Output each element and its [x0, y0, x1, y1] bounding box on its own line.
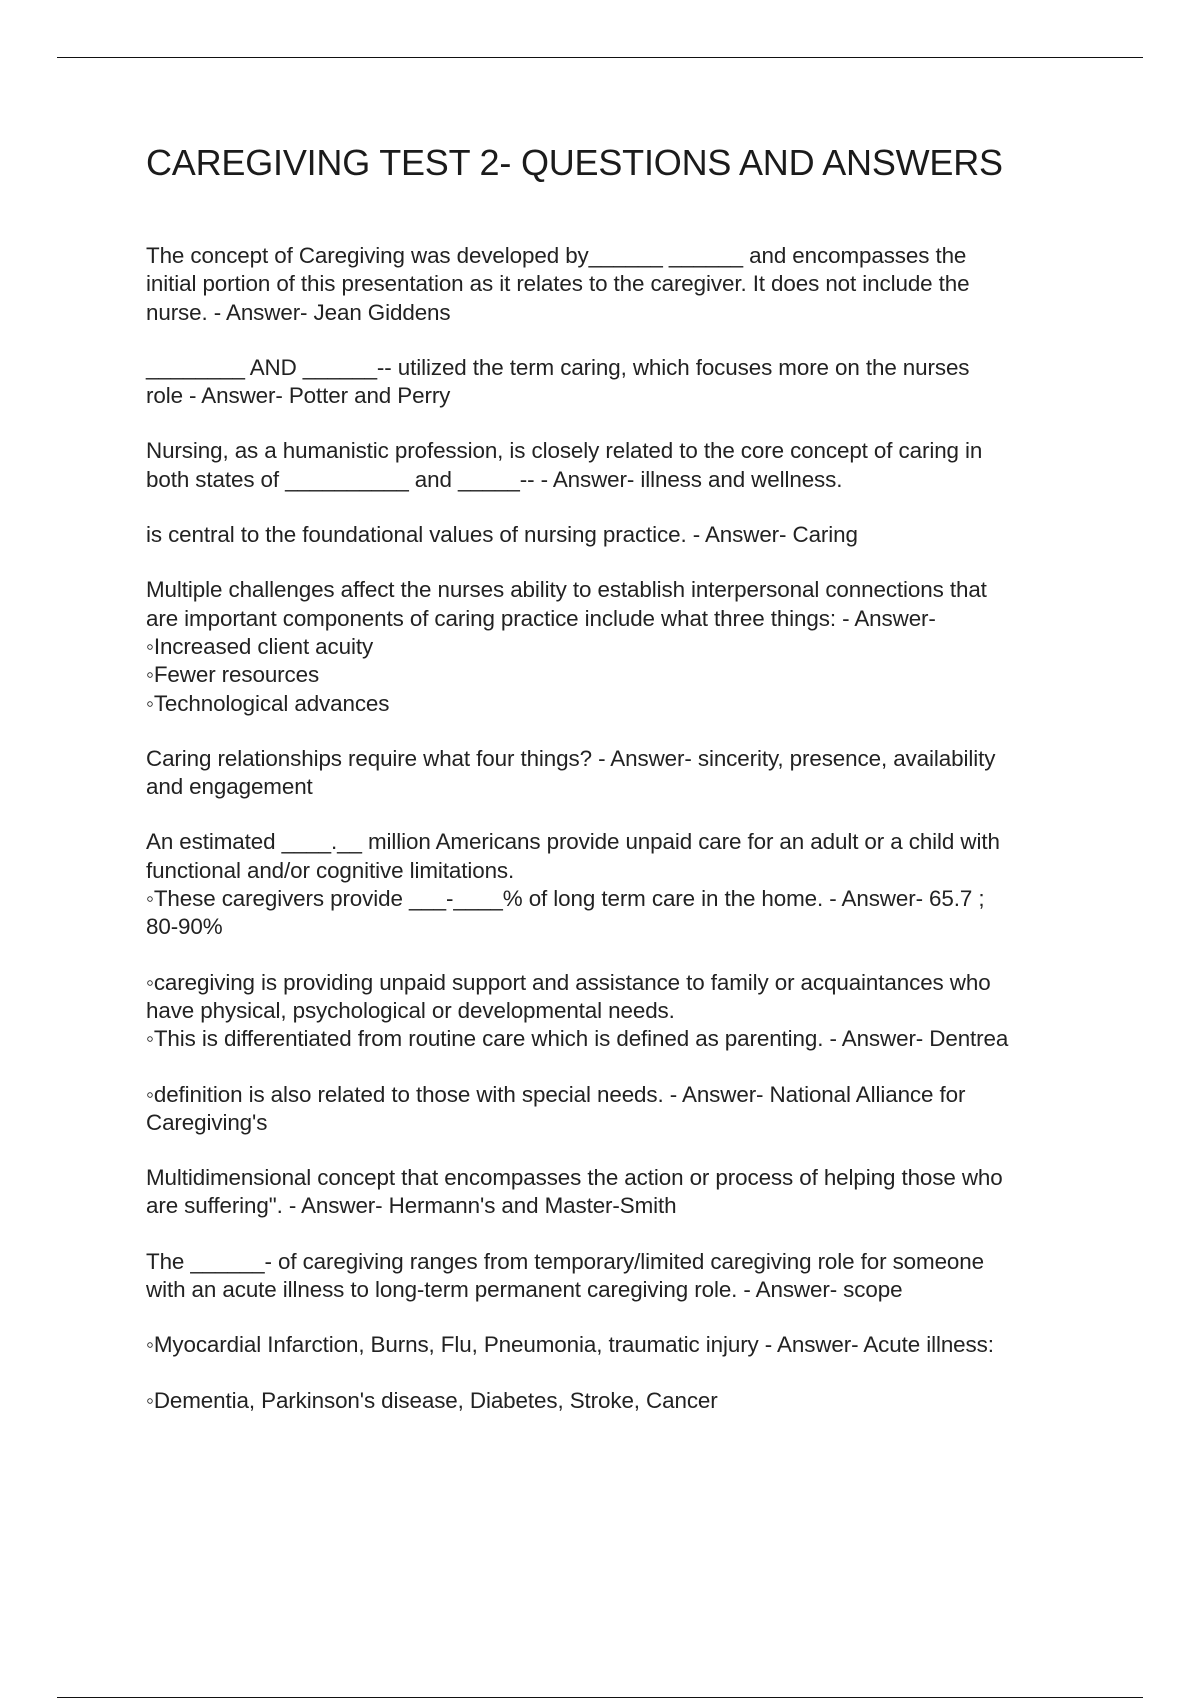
qa-item [146, 576, 1106, 717]
qa-item [146, 745, 1106, 802]
qa-item [146, 1081, 1106, 1138]
qa-bullet-line: ◦Fewer resources [146, 662, 320, 688]
qa-line: The concept of Caregiving was developed by______ ______ and encompasses the [146, 243, 967, 268]
qa-line: and engagement [146, 774, 313, 800]
qa-line: is central to the foundational values of nursing practice. - Answer- Caring [146, 522, 858, 548]
qa-line: The ______- of caregiving ranges from temporary/limited caregiving role for someone [146, 1248, 984, 1274]
qa-item [146, 437, 1106, 494]
qa-line: Caring relationships require what four things? - Answer- sincerity, presence, availability [146, 745, 996, 771]
qa-line: are suffering". - Answer- Hermann's and Master-Smith [146, 1193, 677, 1219]
qa-item [146, 1387, 1106, 1415]
qa-line: are important components of caring practice include what three things: - Answer- [146, 605, 936, 631]
qa-list [146, 242, 1106, 1442]
qa-line: both states of __________ and _____-- - Answer- illness and wellness. [146, 466, 843, 492]
qa-item [146, 969, 1106, 1054]
qa-item [146, 1331, 1106, 1359]
qa-item [146, 1248, 1106, 1305]
qa-line: with an acute illness to long-term permanent caregiving role. - Answer- scope [146, 1277, 903, 1303]
qa-line: have physical, psychological or developmental needs. [146, 997, 675, 1023]
qa-line: initial portion of this presentation as it relates to the caregiver. It does not include the [146, 271, 970, 297]
qa-line: Multidimensional concept that encompasses the action or process of helping those who [146, 1165, 1003, 1191]
footer-rule [57, 1697, 1143, 1698]
qa-item [146, 1164, 1106, 1221]
qa-bullet-line: ◦Dementia, Parkinson's disease, Diabetes, Stroke, Cancer [146, 1387, 718, 1413]
qa-bullet-line: ◦Myocardial Infarction, Burns, Flu, Pneumonia, traumatic injury - Answer- Acute illness: [146, 1332, 994, 1358]
qa-line: An estimated ____.__ million Americans provide unpaid care for an adult or a child with [146, 829, 1000, 855]
qa-bullet-line: ◦Technological advances [146, 690, 390, 716]
qa-item [146, 242, 1106, 327]
qa-line: ________ AND ______-- utilized the term caring, which focuses more on the nurses [146, 354, 970, 380]
qa-item [146, 521, 1106, 549]
header-rule [57, 57, 1143, 58]
qa-line: Caregiving's [146, 1109, 268, 1135]
qa-bullet-line: ◦This is differentiated from routine care which is defined as parenting. - Answer- Dentrea [146, 1026, 1009, 1052]
qa-line: nurse. - Answer- Jean Giddens [146, 299, 451, 325]
qa-bullet-line: ◦Increased client acuity [146, 633, 374, 659]
qa-line: functional and/or cognitive limitations. [146, 857, 515, 883]
page-title: CAREGIVING TEST 2- QUESTIONS AND ANSWERS [146, 142, 1003, 183]
qa-line: role - Answer- Potter and Perry [146, 383, 451, 409]
qa-bullet-line: ◦These caregivers provide ___-____% of long term care in the home. - Answer- 65.7 ; [146, 886, 985, 912]
qa-item [146, 354, 1106, 411]
qa-line: Nursing, as a humanistic profession, is closely related to the core concept of caring in [146, 438, 983, 464]
qa-bullet-line: ◦caregiving is providing unpaid support and assistance to family or acquaintances who [146, 969, 991, 995]
qa-item [146, 828, 1106, 941]
qa-line: 80-90% [146, 914, 223, 940]
qa-bullet-line: ◦definition is also related to those with special needs. - Answer- National Alliance for [146, 1081, 966, 1107]
qa-line: Multiple challenges affect the nurses ability to establish interpersonal connections that [146, 577, 987, 603]
